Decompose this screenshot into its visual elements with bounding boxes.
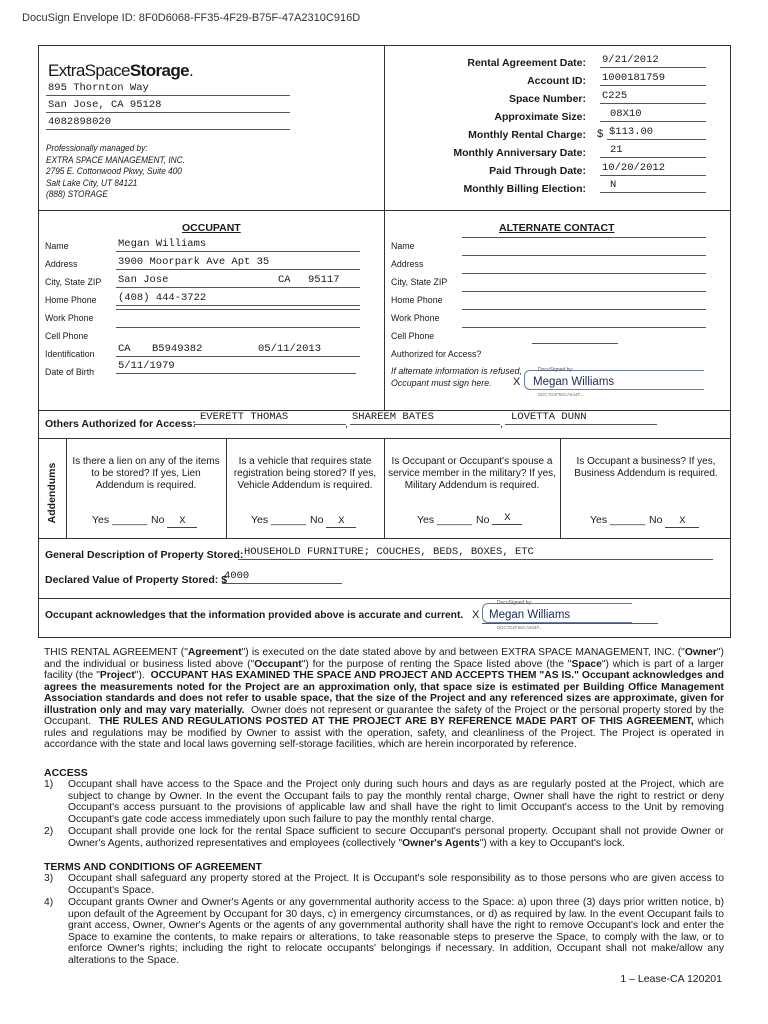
occupant-home-field[interactable]: (408) 444-3722 — [116, 291, 360, 306]
refused-note-line1: If alternate information is refused, — [391, 366, 522, 377]
divider — [384, 45, 385, 410]
terms-item-4: 4) Occupant grants Owner and Owner's Agents or any governmental authority access to the Space: a) upon three (3) days prior written notice, b) upon default of the Agreement by Occupant for 30 days, c) in emergency circumstances, or d) as required by law. In the event Occupant fails to grant access, Owner, Owner's Agents or the agents of any governmental authority shall have the right to remove Occupant's lock and enter the Space to examine the contents, to make repairs or alterations, to take reasonable steps to preserve the Space, to comply with the law, or to enforce Owner's rights; including the right to relocate occupants' belongings if necessary. In addition, Occupant shall not make/allow any alterations to the Space. — [44, 897, 724, 966]
addendum-lien-question: Is there a lien on any of the items to be stored? If yes, Lien Addendum is required. — [72, 456, 220, 491]
occupant-zip: 95117 — [308, 274, 340, 286]
separator: , — [500, 418, 503, 430]
no-label: No — [649, 514, 663, 526]
alt-cell-field[interactable] — [462, 327, 706, 328]
space-number-label: Space Number: — [508, 93, 586, 105]
others-person1-field[interactable] — [194, 410, 346, 425]
divider — [38, 210, 731, 211]
addendum-military-yes[interactable]: Yes ______ — [417, 514, 473, 526]
alt-sign-x: X — [513, 376, 521, 388]
alt-name-label: Name — [391, 241, 415, 252]
occupant-id-label: Identification — [45, 349, 95, 360]
account-id-field[interactable]: 1000181759 — [600, 71, 706, 86]
others-person3: LOVETTA DUNN — [511, 411, 587, 423]
management-address1: 2795 E. Cottonwood Pkwy, Suite 400 — [46, 166, 182, 176]
others-person1: EVERETT THOMAS — [200, 411, 289, 423]
management-address2: Salt Lake City, UT 84121 — [46, 177, 138, 188]
account-id-label: Account ID: — [527, 75, 586, 87]
others-authorized-label: Others Authorized for Access: — [45, 418, 196, 430]
alt-work-label: Work Phone — [391, 313, 440, 324]
management-name: EXTRA SPACE MANAGEMENT, INC. — [46, 154, 185, 165]
company-logo: ExtraSpaceStorage. — [48, 61, 194, 80]
alt-cell-label: Cell Phone — [391, 331, 435, 342]
signature-id: DDC7D2F56CA644F... — [538, 392, 584, 397]
no-label: No — [310, 514, 324, 526]
divider — [38, 598, 731, 599]
approx-size-field[interactable]: 08X10 — [600, 107, 706, 122]
approx-size-label: Approximate Size: — [494, 111, 586, 123]
id-date: 05/11/2013 — [258, 343, 322, 355]
billing-election-field[interactable]: N — [600, 178, 706, 193]
declared-value-field[interactable] — [222, 569, 342, 584]
alt-csz-field[interactable] — [462, 273, 706, 274]
id-state: CA — [118, 343, 131, 355]
alt-authorized-field[interactable] — [532, 343, 618, 344]
no-mark: X — [492, 512, 522, 525]
terms-item-3: 3) Occupant shall safeguard any property stored at the Project. It is Occupant's sole responsibility as to those persons who are given access to Occupant's Space. — [44, 873, 724, 896]
divider — [560, 438, 561, 538]
separator: , — [345, 418, 348, 430]
divider — [384, 438, 385, 538]
occupant-dob-field[interactable]: 5/11/1979 — [116, 359, 356, 374]
divider — [226, 438, 227, 538]
ack-sign-x: X — [472, 609, 480, 621]
alt-address-label: Address — [391, 259, 424, 270]
anniversary-date-label: Monthly Anniversary Date: — [453, 147, 586, 159]
property-description: HOUSEHOLD FURNITURE; COUCHES, BEDS, BOXES, ETC — [244, 546, 534, 558]
occupant-home-label: Home Phone — [45, 295, 97, 306]
docusigned-tag: DocuSigned by: — [497, 600, 533, 606]
declared-value: 4000 — [224, 570, 250, 582]
occupant-title: OCCUPANT — [182, 222, 241, 234]
occupant-name-label: Name — [45, 241, 69, 252]
company-address2: San Jose, CA 95128 — [46, 98, 290, 113]
no-mark: X — [326, 515, 356, 528]
addendum-vehicle-no[interactable] — [310, 514, 356, 528]
alt-address-field[interactable] — [462, 255, 706, 256]
divider — [66, 438, 67, 538]
ack-signature-line — [482, 623, 658, 624]
alt-authorized-label: Authorized for Access? — [391, 349, 482, 360]
paid-through-label: Paid Through Date: — [489, 165, 586, 177]
rental-date-field[interactable]: 9/21/2012 — [600, 53, 706, 68]
monthly-charge-field[interactable]: $113.00 — [607, 125, 706, 140]
id-number: B5949382 — [152, 343, 203, 355]
company-phone: 4082898020 — [46, 115, 290, 130]
alt-home-field[interactable] — [462, 291, 706, 292]
others-person3-field[interactable] — [505, 410, 657, 425]
paid-through-field[interactable]: 10/20/2012 — [600, 161, 706, 176]
occupant-id-field[interactable] — [116, 342, 360, 357]
rental-date-label: Rental Agreement Date: — [467, 57, 586, 69]
signature-id: DDC7D2F56CA644F... — [497, 625, 543, 630]
occupant-state: CA — [278, 274, 291, 286]
no-label: No — [476, 514, 490, 526]
addendum-vehicle-yes[interactable]: Yes ______ — [251, 514, 307, 526]
currency-sign: $ — [597, 128, 604, 140]
ack-signature: Megan Williams — [489, 609, 571, 621]
others-person2-field[interactable] — [350, 410, 500, 425]
occupant-cell-field[interactable] — [116, 327, 360, 328]
addendum-lien-no[interactable] — [151, 514, 197, 528]
alternate-title: ALTERNATE CONTACT — [499, 222, 615, 234]
agreement-paragraph: THIS RENTAL AGREEMENT ("Agreement") is executed on the date stated above by and between EXTRA SPACE MANAGEMENT, INC. ("Owner") and the individual or business listed above ("Occupant") for the purpose of renting the Space listed above (the "Space") which is part of a larger facility (the "Project"). OCCUPANT HAS EXAMINED THE SPACE AND PROJECT AND ACCEPTS THEM "AS IS." Occupant acknowledges and agrees the measurements noted for the Project are an approximation only, that space size is estimated per Building Office Management Association standards and does not refer to usable space, that the size of the Project and any referenced sizes are approximate, given for illustration only and may vary materially. Owner does not represent or guarantee the safety of the Project or the personal property stored by the Occupant. THE RULES AND REGULATIONS POSTED AT THE PROJECT ARE BY REFERENCE MADE PART OF THIS AGREEMENT, which rules and regulations may be modified by Owner to assist with the operation, safety, and cleanliness of the Project. The Project is operated in accordance with the state and local laws governing self-storage facilities, which are herein incorporated by reference. — [44, 647, 725, 750]
divider — [38, 538, 731, 539]
occupant-work-label: Work Phone — [45, 313, 94, 324]
occupant-dob-label: Date of Birth — [45, 367, 95, 378]
management-info — [46, 143, 185, 201]
addendum-military-question: Is Occupant or Occupant's spouse a service member in the military? If yes, Military Addendum is required. — [388, 456, 556, 491]
addendum-business-no[interactable] — [649, 514, 699, 528]
page-footer: 1 – Lease-CA 120201 — [620, 973, 722, 985]
occupant-cell-label: Cell Phone — [45, 331, 89, 342]
company-address1: 895 Thornton Way — [46, 81, 290, 96]
addendum-lien-yes[interactable]: Yes ______ — [92, 514, 148, 526]
alt-work-field[interactable] — [462, 309, 706, 310]
occupant-address-label: Address — [45, 259, 78, 270]
property-description-label: General Description of Property Stored: — [45, 549, 244, 561]
no-label: No — [151, 514, 165, 526]
alt-home-label: Home Phone — [391, 295, 443, 306]
space-number-field[interactable]: C225 — [600, 89, 706, 104]
addendum-business-yes[interactable]: Yes ______ — [590, 514, 646, 526]
addendum-military-no[interactable] — [476, 514, 522, 528]
addendum-business-question: Is Occupant a business? If yes, Business Addendum is required. — [574, 456, 718, 479]
no-mark: X — [665, 515, 699, 528]
access-title: ACCESS — [44, 767, 88, 779]
billing-election-label: Monthly Billing Election: — [463, 183, 586, 195]
occupant-address-field[interactable]: 3900 Moorpark Ave Apt 35 — [116, 255, 360, 270]
no-mark: X — [167, 515, 197, 528]
docusigned-tag: DocuSigned by: — [538, 367, 574, 373]
occupant-work-field[interactable] — [116, 309, 360, 310]
refused-note-line2: Occupant must sign here. — [391, 378, 492, 389]
declared-value-label: Declared Value of Property Stored: $ — [45, 574, 228, 586]
alt-signature: Megan Williams — [533, 376, 615, 388]
management-phone: (888) STORAGE — [46, 189, 108, 199]
alt-name-field[interactable] — [462, 237, 706, 238]
access-item-2: 2) Occupant shall provide one lock for the rental Space sufficient to secure Occupant's personal property. Occupant shall not provide Owner or Owner's Agents, authorized representatives and employees (collectively "Owner's Agents") with a key to Occupant's lock. — [44, 826, 724, 849]
managed-by-label: Professionally managed by: — [46, 143, 148, 153]
occupant-csz-label: City, State ZIP — [45, 277, 102, 288]
anniversary-date-field[interactable]: 21 — [600, 143, 706, 158]
terms-title: TERMS AND CONDITIONS OF AGREEMENT — [44, 861, 262, 873]
occupant-csz-field[interactable] — [116, 273, 360, 288]
others-person2: SHAREEM BATES — [352, 411, 434, 423]
access-item-1: 1) Occupant shall have access to the Space and the Project only during such hours and days as are regularly posted at the Project, which are subject to change by Owner. In the event the Occupant fails to pay the monthly rental charge, Owner shall have the right to restrict or deny Occupant's access pursuant to the provisions of applicable law and shall have the right to limit Occupant's access to the Unit by removing Occupant's gate code access immediately upon such failure to pay the monthly rental charge. — [44, 779, 724, 825]
addendum-vehicle-question: Is a vehicle that requires state registration being stored? If yes, Vehicle Addendum is required. — [233, 456, 377, 491]
envelope-id: DocuSign Envelope ID: 8F0D6068-FF35-4F29-B75F-47A2310C916D — [22, 12, 361, 24]
addendums-label: Addendums — [46, 462, 58, 524]
property-description-field[interactable] — [238, 545, 713, 560]
occupant-name-field[interactable]: Megan Williams — [116, 237, 360, 252]
acknowledgement-text: Occupant acknowledges that the information provided above is accurate and current. — [45, 610, 464, 621]
alt-csz-label: City, State ZIP — [391, 277, 448, 288]
monthly-charge-label: Monthly Rental Charge: — [468, 129, 586, 141]
occupant-city: San Jose — [118, 274, 169, 286]
